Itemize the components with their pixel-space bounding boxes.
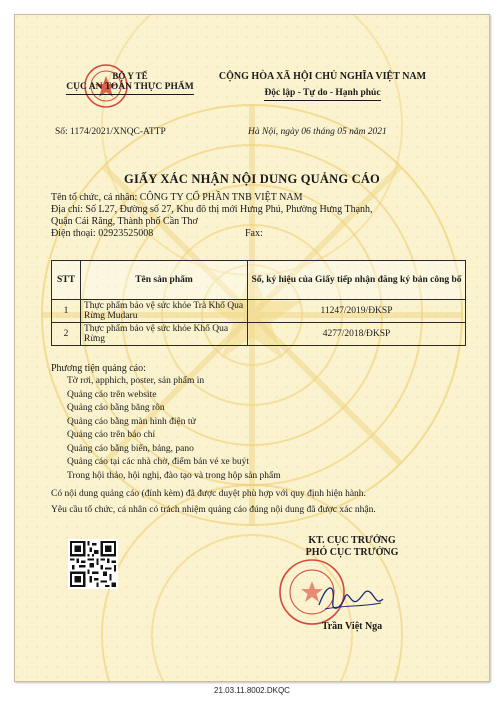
- media-list: [67, 375, 281, 483]
- applicant-address-line2: Quận Cái Răng, Thành phố Cần Thơ: [51, 216, 198, 227]
- applicant-name: Tên tổ chức, cá nhân: CÔNG TY CỔ PHẦN TNB VIỆT NAM: [51, 192, 303, 203]
- applicant-address-line1: Địa chỉ: Số L27, Đường số 27, Khu đô thị mới Hưng Phú, Phường Hưng Thạnh,: [51, 204, 373, 215]
- responsibility-statement: Yêu cầu tổ chức, cá nhân có trách nhiệm quảng cáo đúng nội dung đã được xác nhận.: [51, 505, 376, 515]
- agency-name: CỤC AN TOÀN THỰC PHẨM: [35, 81, 225, 95]
- document-title: GIẤY XÁC NHẬN NỘI DUNG QUẢNG CÁO: [124, 172, 380, 186]
- product-table: [51, 260, 466, 346]
- footer-code: 21.03.11.8002.DKQC: [214, 686, 290, 695]
- national-motto: Độc lập - Tự do - Hạnh phúc: [200, 87, 445, 101]
- signer-role-1: KT. CỤC TRƯỞNG: [308, 535, 396, 546]
- row-registration: 11247/2019/ĐKSP: [248, 300, 466, 323]
- row-product-name: Thực phẩm bảo vệ sức khỏe Khổ Qua Rừng: [81, 323, 248, 346]
- applicant-phone: Điện thoại: 02923525008: [51, 228, 154, 239]
- list-item: Quảng cáo bằng màn hình điện tử: [67, 416, 196, 427]
- table-row: [52, 300, 466, 323]
- list-item: Quảng cáo bằng biển, bảng, pano: [67, 443, 194, 454]
- header-product-name: Tên sản phẩm: [81, 261, 248, 300]
- media-title: Phương tiện quảng cáo:: [51, 363, 146, 374]
- list-item: Tờ rơi, apphich, poster, sản phẩm in: [67, 376, 205, 386]
- row-stt: 1: [52, 300, 81, 323]
- list-item: Quảng cáo bằng băng rôn: [67, 403, 165, 413]
- list-item: Quảng cáo trên báo chí: [67, 430, 156, 440]
- row-registration: 4277/2018/ĐKSP: [248, 323, 466, 346]
- signer-name: Trần Việt Nga: [321, 621, 383, 632]
- certificate-page: [14, 14, 490, 682]
- header-stt: STT: [52, 261, 81, 300]
- table-row: [52, 323, 466, 346]
- signature-block: [277, 535, 427, 559]
- list-item: Trong hội thảo, hội nghị, đào tạo và trong hộp sản phẩm: [67, 470, 281, 481]
- issuer-block: [35, 71, 225, 95]
- header-registration: Số, ký hiệu của Giấy tiếp nhận đăng ký bản công bố: [248, 261, 466, 300]
- place-and-date: Hà Nội, ngày 06 tháng 05 năm 2021: [248, 127, 387, 137]
- applicant-fax: Fax:: [245, 228, 263, 239]
- table-header-row: [52, 261, 466, 300]
- handwritten-signature: [315, 575, 387, 619]
- signer-role-2: PHÓ CỤC TRƯỞNG: [305, 547, 399, 558]
- approval-statement: Có nội dung quảng cáo (đính kèm) đã được duyệt phù hợp với quy định hiện hành.: [51, 489, 366, 499]
- nation-name: CỘNG HÒA XÃ HỘI CHỦ NGHĨA VIỆT NAM: [218, 71, 427, 82]
- ministry-name: BỘ Y TẾ: [112, 71, 148, 81]
- list-item: Quảng cáo trên website: [67, 389, 157, 400]
- row-stt: 2: [52, 323, 81, 346]
- row-product-name: Thực phẩm bảo vệ sức khỏe Trà Khổ Qua Rừng Mudaru: [81, 300, 248, 323]
- qr-code: [68, 539, 118, 589]
- list-item: Quảng cáo tại các nhà chờ, điểm bán vé xe buýt: [67, 457, 250, 467]
- nation-block: [200, 71, 445, 101]
- document-number: Số: 1174/2021/XNQC-ATTP: [55, 127, 166, 137]
